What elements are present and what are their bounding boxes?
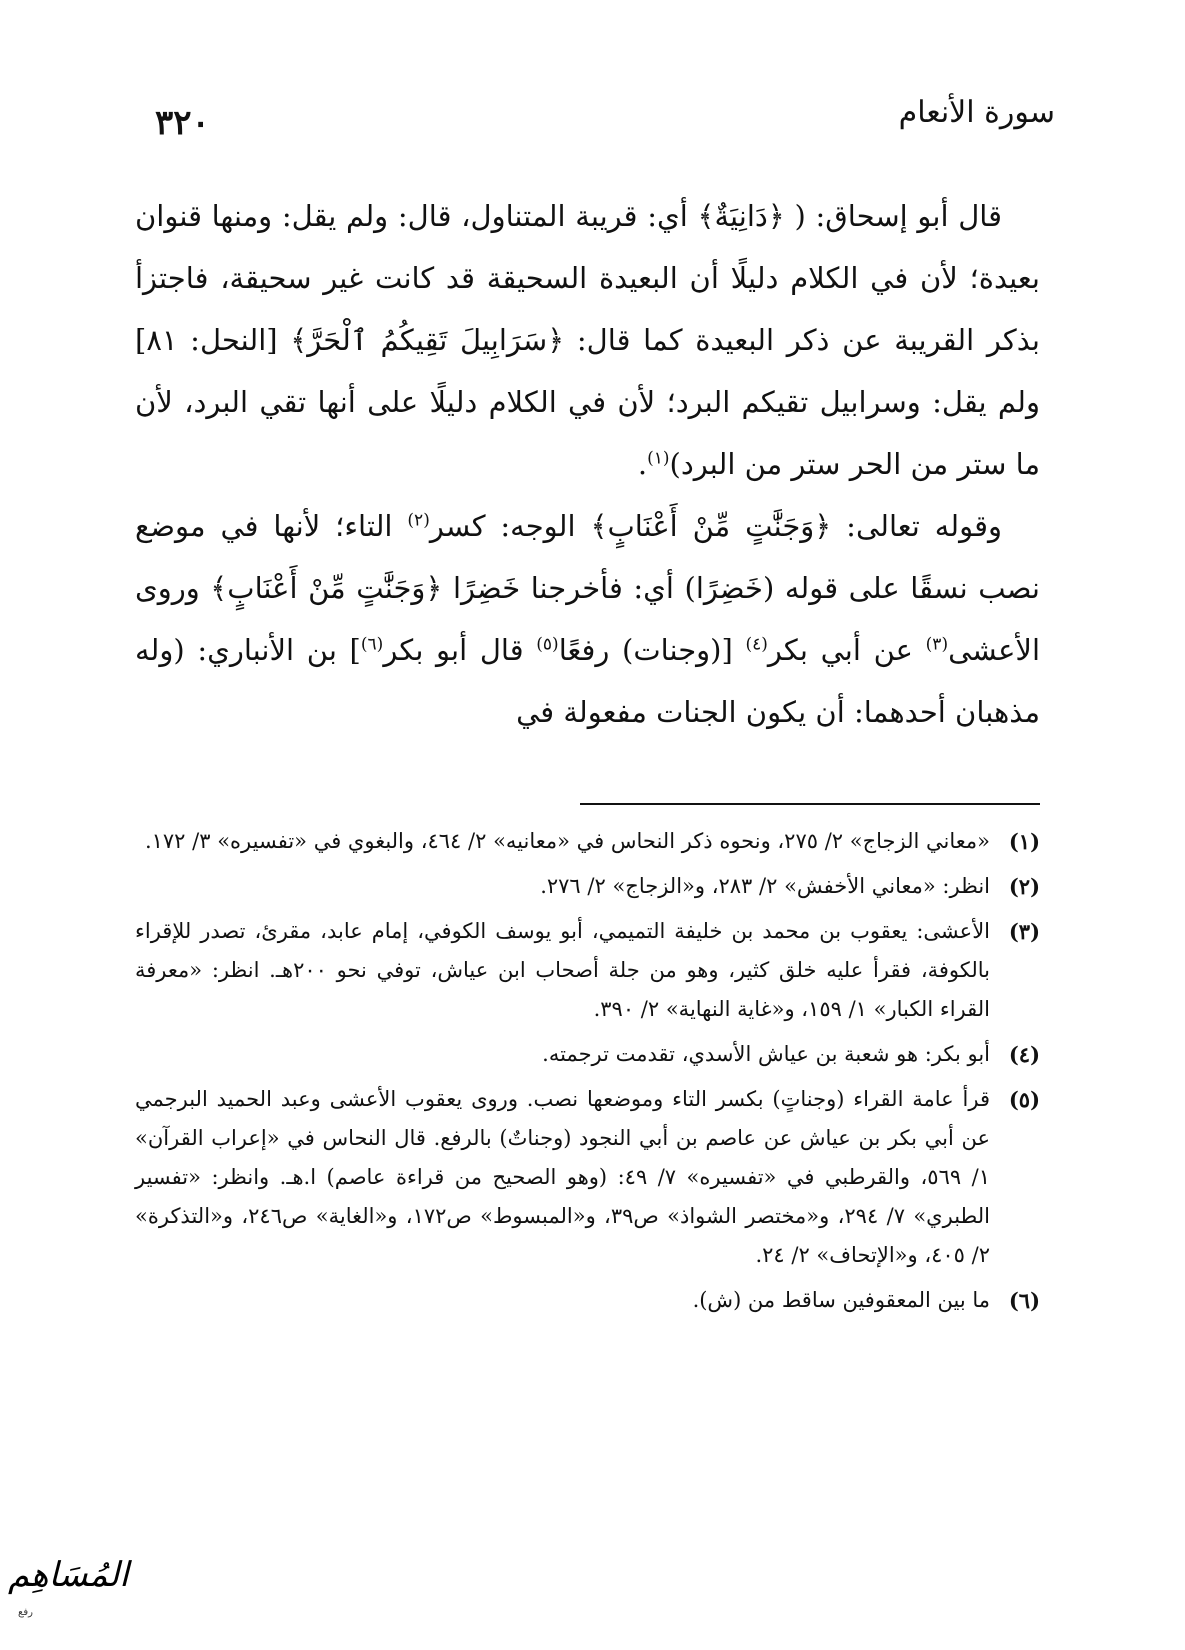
paragraph-2 <box>135 495 1040 743</box>
main-text <box>135 185 1040 743</box>
surah-title: سورة الأنعام <box>898 95 1055 130</box>
publisher-stamp-logo <box>8 1555 129 1633</box>
footnote-number: (٣) <box>1008 919 1040 944</box>
footnote-number: (٤) <box>1008 1042 1040 1067</box>
paragraph-2-text-b: التاء؛ لأنها في موضع نصب نسقًا على قوله (خَضِرًا) أي: فأخرجنا خَضِرًا ﴿وَجَنَّٰتٍ مِّنْ أَعْنَابٍ﴾ وروى الأعشى <box>135 509 1041 667</box>
paragraph-2-text-a: وقوله تعالى: ﴿وَجَنَّٰتٍ مِّنْ أَعْنَابٍ﴾ الوجه: كسر <box>429 509 1002 543</box>
footnote-ref-1: (١) <box>647 448 670 469</box>
footnote-text: ما بين المعقوفين ساقط من (ش). <box>692 1288 990 1312</box>
footnote-item <box>135 912 1040 1029</box>
footnote-text: انظر: «معاني الأخفش» ٢/ ٢٨٣، و«الزجاج» ٢/ ٢٧٦. <box>540 874 990 898</box>
footnote-text: أبو بكر: هو شعبة بن عياش الأسدي، تقدمت ترجمته. <box>542 1042 990 1066</box>
paragraph-2-text-e: قال أبو بكر <box>383 633 537 667</box>
page-header <box>140 95 1055 145</box>
footnote-separator <box>580 803 1040 805</box>
page-number: ٣٢٠ <box>155 103 210 143</box>
footnotes <box>135 822 1040 1326</box>
stamp-text: المُسَاهِم <box>8 1555 129 1595</box>
footnote-item <box>135 822 1040 861</box>
stamp-subtext: رفع <box>18 1607 33 1618</box>
footnote-item <box>135 867 1040 906</box>
footnote-text: قرأ عامة القراء (وجناتٍ) بكسر التاء وموضعها نصب. وروى يعقوب الأعشى وعبد الحميد البرجمي عن أبي بكر بن عياش عن عاصم بن أبي النجود (وجناتٌ) بالرفع. قال النحاس في «إعراب القرآن» ١/ ٥٦٩، والقرطبي في «تفسيره» ٧/ ٤٩: (وهو الصحيح من قراءة عاصم) ا.هـ. وانظر: «تفسير الطبري» ٧/ ٢٩٤، و«مختصر الشواذ» ص٣٩، و«المبسوط» ص١٧٢، و«الغاية» ص٢٤٦، و«التذكرة» ٢/ ٤٠٥، و«الإتحاف» ٢/ ٢٤. <box>135 1087 990 1267</box>
footnote-number: (٥) <box>1008 1087 1040 1112</box>
footnote-ref-5: (٥) <box>536 634 559 655</box>
footnote-number: (٦) <box>1008 1288 1040 1313</box>
footnote-ref-6: (٦) <box>360 634 384 655</box>
paragraph-2-text-d: [(وجنات) رفعًا <box>558 633 746 667</box>
footnote-text: الأعشى: يعقوب بن محمد بن خليفة التميمي، أبو يوسف الكوفي، إمام عابد، مقرئ، تصدر للإقراء بالكوفة، فقرأ عليه خلق كثير، وهو من جلة أصحاب ابن عياش، توفي نحو ٢٠٠هـ. انظر: «معرفة القراء الكبار» ١/ ١٥٩، و«غاية النهاية» ٢/ ٣٩٠. <box>135 919 990 1021</box>
paragraph-1 <box>135 185 1040 495</box>
footnote-item <box>135 1080 1040 1275</box>
paragraph-1-text: قال أبو إسحاق: ( ﴿دَانِيَةٌ﴾ أي: قريبة المتناول، قال: ولم يقل: ومنها قنوان بعيدة؛ لأن في الكلام دليلًا أن البعيدة السحيقة قد كانت غير سحيقة، فاجتزأ بذكر القريبة عن ذكر البعيدة كما قال: ﴿سَرَابِيلَ تَقِيكُمُ ٱلْحَرَّ﴾ [النحل: ٨١] ولم يقل: وسرابيل تقيكم البرد؛ لأن في الكلام دليلًا على أنها تقي البرد، لأن ما ستر من الحر ستر من البرد) <box>135 199 1040 481</box>
footnote-ref-4: (٤) <box>745 634 768 655</box>
footnote-ref-2: (٢) <box>407 510 430 531</box>
footnote-ref-3: (٣) <box>925 634 949 655</box>
paragraph-2-text-f: ] بن الأنباري: (وله مذهبان أحدهما: أن يكون الجنات مفعولة في <box>135 633 1040 729</box>
paragraph-2-text-c: عن أبي بكر <box>767 633 926 667</box>
footnote-item <box>135 1035 1040 1074</box>
footnote-item <box>135 1281 1040 1320</box>
footnote-number: (١) <box>1008 829 1040 854</box>
footnote-text: «معاني الزجاج» ٢/ ٢٧٥، ونحوه ذكر النحاس في «معانيه» ٢/ ٤٦٤، والبغوي في «تفسيره» ٣/ ١٧٢. <box>144 829 990 853</box>
footnote-number: (٢) <box>1008 874 1040 899</box>
paragraph-1-end: . <box>637 447 648 481</box>
